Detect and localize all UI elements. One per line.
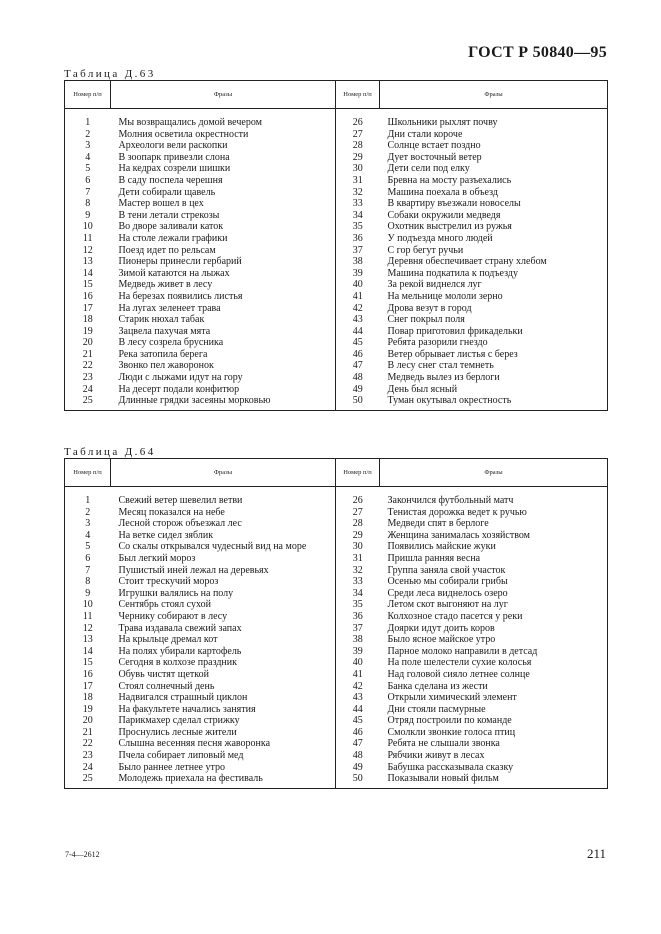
table-row: [65, 669, 608, 681]
table-row: [65, 140, 608, 152]
row-number: 11: [65, 233, 111, 245]
row-number: 1: [65, 487, 111, 507]
row-number: 34: [336, 210, 380, 222]
row-number: 1: [65, 109, 111, 129]
column-header-phrases: Фразы: [380, 459, 608, 487]
row-number: 37: [336, 623, 380, 635]
phrase: Осенью мы собирали грибы: [380, 576, 608, 588]
phrase: На поле шелестели сухие колосья: [380, 657, 608, 669]
row-number: 28: [336, 140, 380, 152]
phrase: Парное молоко направили в детсад: [380, 646, 608, 658]
row-number: 9: [65, 588, 111, 600]
column-header-phrases: Фразы: [111, 81, 336, 109]
phrase: Повар приготовил фрикадельки: [380, 326, 608, 338]
phrase: Машина подкатила к подъезду: [380, 268, 608, 280]
phrase: Мастер вошел в цех: [118, 198, 204, 210]
row-number: 34: [336, 588, 380, 600]
phrase: Трава издавала свежий запах: [118, 622, 242, 634]
row-number: 40: [336, 657, 380, 669]
column-header-phrases: Фразы: [111, 459, 336, 487]
row-number: 29: [336, 530, 380, 542]
row-number: 12: [65, 623, 111, 635]
row-number: 18: [65, 692, 111, 704]
row-number: 2: [65, 129, 111, 141]
phrase: Доярки идут доить коров: [380, 623, 608, 635]
row-number: 36: [336, 233, 380, 245]
table-row: [65, 611, 608, 623]
phrase: В тени летали стрекозы: [118, 209, 220, 221]
row-number: 24: [65, 762, 111, 774]
phrase: Деревня обеспечивает страну хлебом: [380, 256, 608, 268]
phrase: Дети собирали щавель: [118, 186, 216, 198]
row-number: 26: [336, 109, 380, 129]
row-number: 32: [336, 187, 380, 199]
phrase: Пушистый иней лежал на деревьях: [118, 564, 269, 576]
row-number: 42: [336, 681, 380, 693]
row-number: 48: [336, 750, 380, 762]
row-number: 17: [65, 303, 111, 315]
table-row: [65, 384, 608, 396]
row-number: 39: [336, 268, 380, 280]
table-caption: Таблица Д.63: [64, 68, 156, 80]
table-row: [65, 314, 608, 326]
phrase: Был легкий мороз: [118, 552, 196, 564]
table-row: [65, 599, 608, 611]
column-header-number: Номер п/п: [336, 459, 380, 487]
table-row: [65, 210, 608, 222]
phrase: Молодежь приехала на фестиваль: [111, 773, 336, 788]
row-number: 50: [336, 395, 380, 410]
phrase: На березах появились листья: [118, 290, 243, 302]
phrase: Медведь живет в лесу: [118, 279, 213, 291]
phrase: В лесу снег стал темнеть: [380, 360, 608, 372]
row-number: 7: [65, 565, 111, 577]
phrase: Бревна на мосту разъехались: [380, 175, 608, 187]
page-number: 211: [586, 846, 606, 861]
standard-designation: ГОСТ Р 50840—95: [468, 44, 607, 61]
row-number: 11: [65, 611, 111, 623]
table-row: [65, 233, 608, 245]
phrase: Поезд идет по рельсам: [118, 244, 216, 256]
phrase: Тенистая дорожка ведет к ручью: [380, 507, 608, 519]
row-number: 3: [65, 140, 111, 152]
phrase-table-d63: [64, 80, 608, 411]
phrase: У подъезда много людей: [380, 233, 608, 245]
phrase: На полях убирали картофель: [118, 645, 242, 657]
phrase: Медведь вылез из берлоги: [380, 372, 608, 384]
phrase: Игрушки валялись на полу: [118, 587, 234, 599]
phrase: Длинные грядки засеяны морковью: [111, 395, 336, 410]
phrase: На ветке сидел зяблик: [118, 529, 214, 541]
phrase: На кедрах созрели шишки: [118, 163, 231, 175]
phrase: Дети сели под елку: [380, 163, 608, 175]
phrase: Рябчики живут в лесах: [380, 750, 608, 762]
phrase: Месяц показался на небе: [118, 506, 225, 518]
phrase: Река затопила берега: [118, 348, 208, 360]
phrase: В лесу созрела брусника: [118, 337, 224, 349]
column-header-number: Номер п/п: [336, 81, 380, 109]
row-number: 32: [336, 565, 380, 577]
phrase: Со скалы открывался чудесный вид на море: [118, 541, 307, 553]
table-row: [65, 762, 608, 774]
column-header-number: Номер п/п: [65, 459, 111, 487]
row-number: 48: [336, 372, 380, 384]
table-row: [65, 175, 608, 187]
column-header-phrases: Фразы: [380, 81, 608, 109]
phrase: Стоит трескучий мороз: [118, 576, 219, 588]
phrase: Люди с лыжами идут на гору: [118, 372, 243, 384]
row-number: 42: [336, 303, 380, 315]
row-number: 44: [336, 326, 380, 338]
phrase: Собаки окружили медведя: [380, 210, 608, 222]
phrase: Колхозное стадо пасется у реки: [380, 611, 608, 623]
row-number: 23: [65, 750, 111, 762]
table-row: [65, 681, 608, 693]
phrase: Отряд построили по команде: [380, 715, 608, 727]
table-row: [65, 337, 608, 349]
table-row: [65, 553, 608, 565]
row-number: 44: [336, 704, 380, 716]
phrase: На крыльце дремал кот: [118, 634, 218, 646]
row-number: 8: [65, 198, 111, 210]
row-number: 15: [65, 279, 111, 291]
row-number: 10: [65, 599, 111, 611]
row-number: 45: [336, 337, 380, 349]
row-number: 41: [336, 291, 380, 303]
row-number: 36: [336, 611, 380, 623]
phrase: Сегодня в колхозе праздник: [118, 657, 237, 669]
row-number: 50: [336, 773, 380, 788]
phrase: В саду поспела черешня: [118, 174, 223, 186]
table-row: [65, 773, 608, 788]
phrase: Археологи вели раскопки: [118, 140, 228, 152]
table-row: [65, 530, 608, 542]
table-row: [65, 727, 608, 739]
row-number: 21: [65, 727, 111, 739]
row-number: 31: [336, 553, 380, 565]
row-number: 46: [336, 727, 380, 739]
row-number: 16: [65, 291, 111, 303]
phrase: На лугах зеленеет трава: [118, 302, 221, 314]
table-row: [65, 268, 608, 280]
phrase: Пчела собирает липовый мед: [118, 750, 244, 762]
row-number: 29: [336, 152, 380, 164]
table-row: [65, 163, 608, 175]
phrase: На десерт подали конфитюр: [118, 383, 240, 395]
phrase: Во дворе заливали каток: [118, 221, 224, 233]
row-number: 46: [336, 349, 380, 361]
row-number: 3: [65, 518, 111, 530]
phrase: Среди леса виднелось озеро: [380, 588, 608, 600]
phrase: На мельнице мололи зерно: [380, 291, 608, 303]
row-number: 30: [336, 541, 380, 553]
row-number: 18: [65, 314, 111, 326]
table-row: [65, 303, 608, 315]
phrase: Дует восточный ветер: [380, 152, 608, 164]
row-number: 27: [336, 129, 380, 141]
table-row: [65, 245, 608, 257]
row-number: 27: [336, 507, 380, 519]
table-row: [65, 291, 608, 303]
phrase: Ребята разорили гнездо: [380, 337, 608, 349]
phrase: Лесной сторож объезжал лес: [118, 518, 242, 530]
phrase: Над головой сияло летнее солнце: [380, 669, 608, 681]
phrase: Группа заняла свой участок: [380, 565, 608, 577]
table-row: [65, 152, 608, 164]
phrase: В квартиру въезжали новоселы: [380, 198, 608, 210]
phrase: Стоял солнечный день: [118, 680, 215, 692]
phrase: Туман окутывал окрестность: [380, 395, 608, 410]
row-number: 20: [65, 715, 111, 727]
phrase: На факультете начались занятия: [118, 703, 256, 715]
row-number: 24: [65, 384, 111, 396]
phrase: Парикмахер сделал стрижку: [118, 715, 240, 727]
row-number: 12: [65, 245, 111, 257]
row-number: 4: [65, 152, 111, 164]
phrase: Звонко пел жаворонок: [118, 360, 214, 372]
table-row: [65, 623, 608, 635]
phrase: Сентябрь стоял сухой: [118, 599, 211, 611]
phrase: Пришла ранняя весна: [380, 553, 608, 565]
table-row: [65, 715, 608, 727]
row-number: 43: [336, 692, 380, 704]
phrase: Пионеры принесли гербарий: [118, 256, 242, 268]
table-row: [65, 750, 608, 762]
phrase: Мы возвращались домой вечером: [118, 117, 262, 128]
row-number: 5: [65, 163, 111, 175]
row-number: 49: [336, 384, 380, 396]
row-number: 43: [336, 314, 380, 326]
phrase: Машина поехала в объезд: [380, 187, 608, 199]
phrase: Появились майские жуки: [380, 541, 608, 553]
phrase: Слышна весенняя песня жаворонка: [118, 738, 271, 750]
phrase: На столе лежали графики: [118, 232, 228, 244]
phrase: Открыли химический элемент: [380, 692, 608, 704]
row-number: 31: [336, 175, 380, 187]
row-number: 37: [336, 245, 380, 257]
phrase: Дрова везут в город: [380, 303, 608, 315]
phrase: Женщина занималась хозяйством: [380, 530, 608, 542]
row-number: 5: [65, 541, 111, 553]
row-number: 6: [65, 553, 111, 565]
phrase: Зацвела пахучая мята: [118, 325, 211, 337]
table-row: [65, 129, 608, 141]
phrase: Летом скот выгоняют на луг: [380, 599, 608, 611]
row-number: 30: [336, 163, 380, 175]
phrase: День был ясный: [380, 384, 608, 396]
phrase: Ветер обрывает листья с берез: [380, 349, 608, 361]
row-number: 47: [336, 738, 380, 750]
phrase: Охотник выстрелил из ружья: [380, 221, 608, 233]
row-number: 7: [65, 187, 111, 199]
table-row: [65, 692, 608, 704]
row-number: 22: [65, 360, 111, 372]
row-number: 13: [65, 634, 111, 646]
phrase: Банка сделана из жести: [380, 681, 608, 693]
row-number: 16: [65, 669, 111, 681]
phrase: Свежий ветер шевелил ветви: [118, 495, 243, 506]
table-row: [65, 541, 608, 553]
column-header-number: Номер п/п: [65, 81, 111, 109]
row-number: 22: [65, 738, 111, 750]
phrase: Было ясное майское утро: [380, 634, 608, 646]
row-number: 35: [336, 599, 380, 611]
row-number: 2: [65, 507, 111, 519]
table-row: [65, 221, 608, 233]
phrase: Снег покрыл поля: [380, 314, 608, 326]
phrase: Чернику собирают в лесу: [118, 610, 228, 622]
table-row: [65, 738, 608, 750]
row-number: 33: [336, 576, 380, 588]
row-number: 25: [65, 395, 111, 410]
row-number: 38: [336, 256, 380, 268]
phrase: С гор бегут ручьи: [380, 245, 608, 257]
phrase: Школьники рыхлят почву: [380, 109, 608, 129]
table-row: [65, 349, 608, 361]
phrase: Ребята не слышали звонка: [380, 738, 608, 750]
row-number: 8: [65, 576, 111, 588]
phrase: В зоопарк привезли слона: [118, 151, 230, 163]
table-row: [65, 507, 608, 519]
row-number: 23: [65, 372, 111, 384]
row-number: 39: [336, 646, 380, 658]
phrase: Старик нюхал табак: [118, 314, 205, 326]
table-caption: Таблица Д.64: [64, 446, 156, 458]
table-row: [65, 326, 608, 338]
table-row: [65, 646, 608, 658]
phrase: Зимой катаются на лыжах: [118, 267, 230, 279]
phrase: Обувь чистят щеткой: [118, 668, 209, 680]
phrase: Солнце встает поздно: [380, 140, 608, 152]
row-number: 4: [65, 530, 111, 542]
phrase: За рекой виднелся луг: [380, 279, 608, 291]
row-number: 26: [336, 487, 380, 507]
row-number: 15: [65, 657, 111, 669]
phrase: Смолкли звонкие голоса птиц: [380, 727, 608, 739]
phrase-table-d64: [64, 458, 608, 789]
table-row: [65, 704, 608, 716]
row-number: 20: [65, 337, 111, 349]
table-row: [65, 198, 608, 210]
table-row: [65, 109, 608, 129]
row-number: 19: [65, 704, 111, 716]
row-number: 33: [336, 198, 380, 210]
row-number: 10: [65, 221, 111, 233]
phrase: Закончился футбольный матч: [380, 487, 608, 507]
table-row: [65, 657, 608, 669]
row-number: 47: [336, 360, 380, 372]
table-row: [65, 279, 608, 291]
row-number: 25: [65, 773, 111, 788]
phrase: Молния осветила окрестности: [118, 128, 249, 140]
row-number: 35: [336, 221, 380, 233]
row-number: 17: [65, 681, 111, 693]
row-number: 40: [336, 279, 380, 291]
row-number: 14: [65, 268, 111, 280]
row-number: 19: [65, 326, 111, 338]
row-number: 45: [336, 715, 380, 727]
table-row: [65, 576, 608, 588]
table-row: [65, 518, 608, 530]
phrase: Показывали новый фильм: [380, 773, 608, 788]
row-number: 14: [65, 646, 111, 658]
phrase: Бабушка рассказывала сказку: [380, 762, 608, 774]
phrase: Дни стояли пасмурные: [380, 704, 608, 716]
phrase: Надвигался страшный циклон: [118, 692, 248, 704]
row-number: 28: [336, 518, 380, 530]
table-row: [65, 588, 608, 600]
table-row: [65, 256, 608, 268]
row-number: 6: [65, 175, 111, 187]
row-number: 13: [65, 256, 111, 268]
table-row: [65, 487, 608, 507]
table-row: [65, 565, 608, 577]
phrase: Было раннее летнее утро: [118, 761, 225, 773]
row-number: 21: [65, 349, 111, 361]
phrase: Проснулись лесные жители: [118, 726, 237, 738]
row-number: 38: [336, 634, 380, 646]
phrase: Дни стали короче: [380, 129, 608, 141]
table-row: [65, 187, 608, 199]
table-row: [65, 395, 608, 410]
row-number: 41: [336, 669, 380, 681]
row-number: 49: [336, 762, 380, 774]
print-code: 7-4—2612: [65, 850, 100, 859]
table-row: [65, 634, 608, 646]
row-number: 9: [65, 210, 111, 222]
phrase: Медведи спят в берлоге: [380, 518, 608, 530]
table-row: [65, 372, 608, 384]
table-row: [65, 360, 608, 372]
